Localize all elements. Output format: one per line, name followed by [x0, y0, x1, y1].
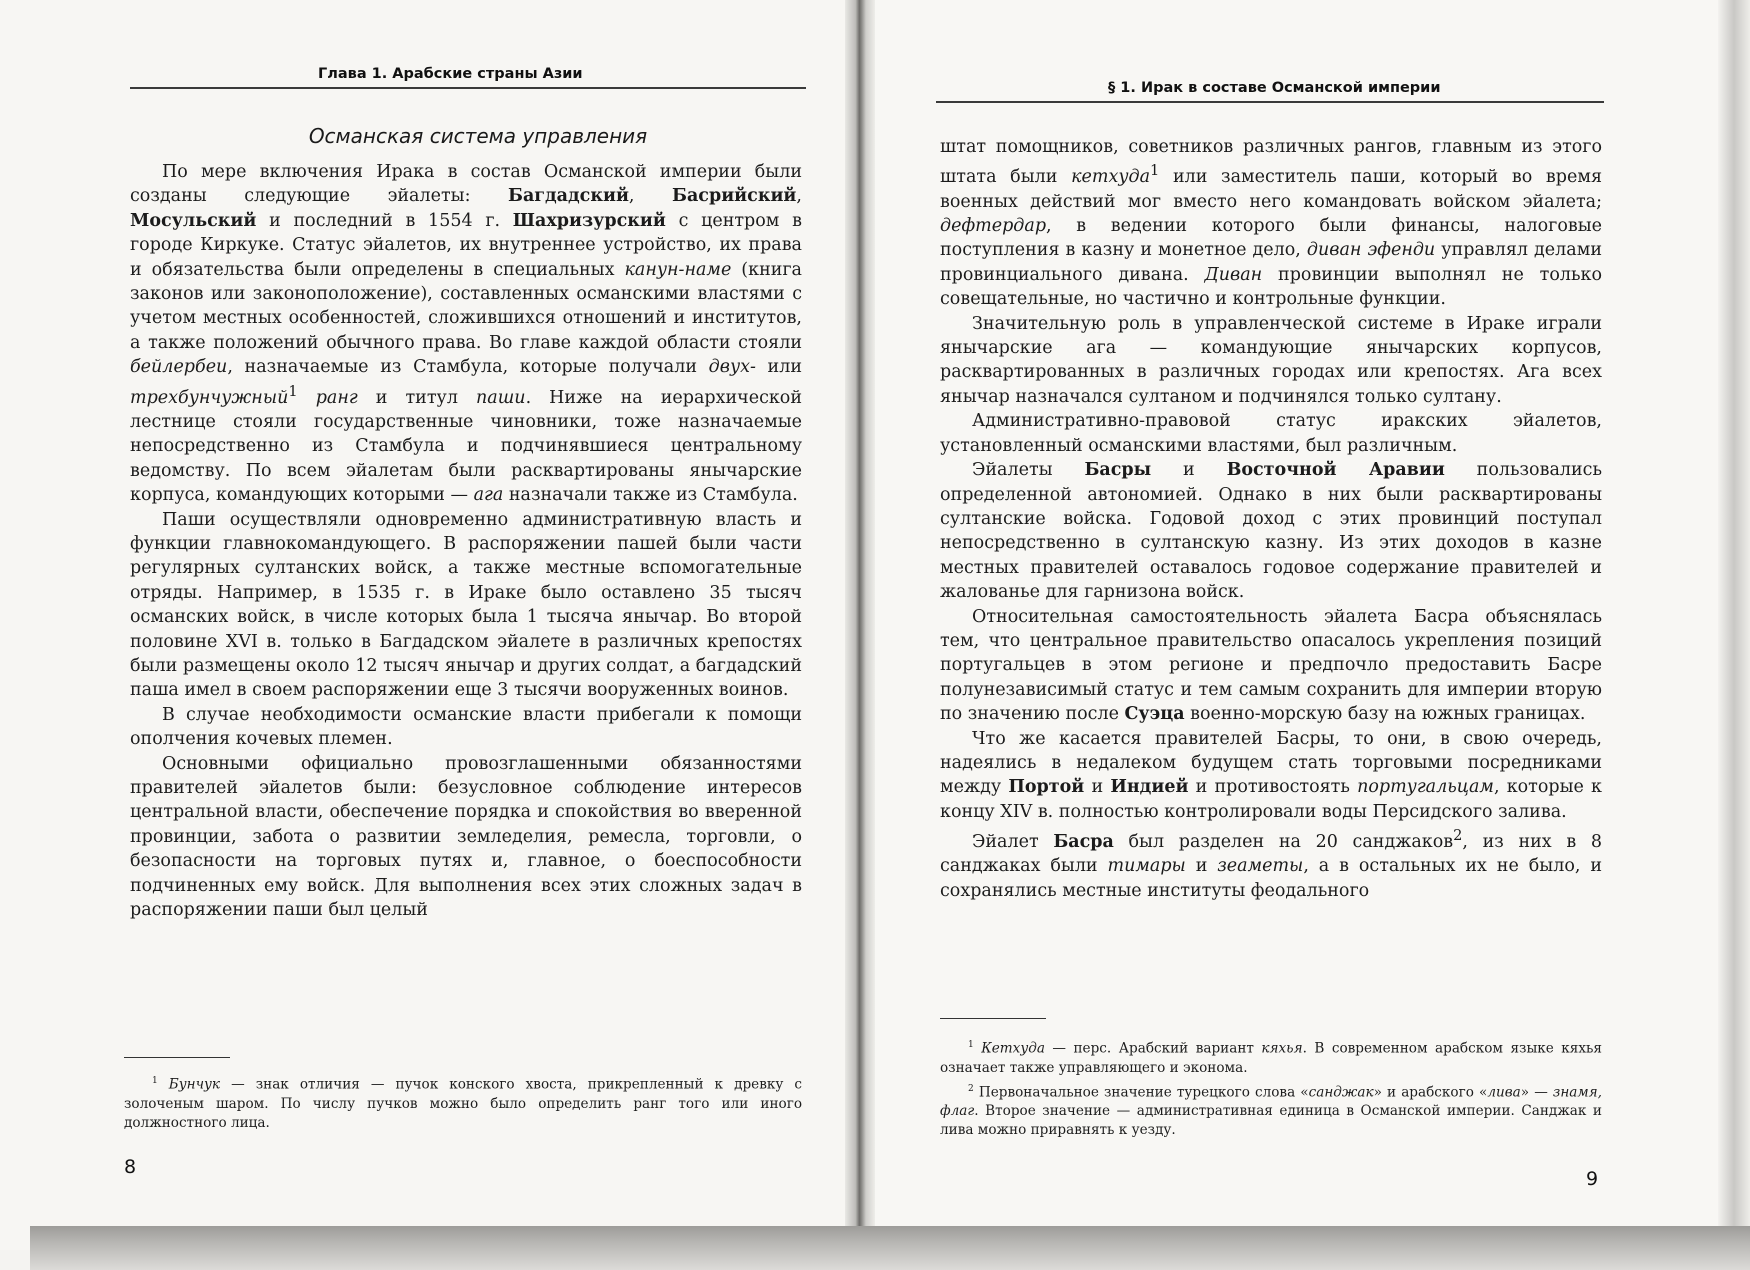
footnote-text: — перс. Арабский вариант: [1044, 1040, 1262, 1057]
left-page-number: 8: [124, 1156, 137, 1178]
footnote-term: знамя, флаг: [940, 1084, 1602, 1120]
footnote-text: » —: [1520, 1084, 1553, 1101]
right-body-text: [940, 135, 1602, 903]
left-footnotes: [124, 1072, 802, 1135]
right-running-head: § 1. Ирак в составе Османской империи: [1108, 80, 1441, 96]
paragraph: Что же касается правителей Басры, то они, в свою очередь, надеялись в недалеком будущем стать торговыми посредниками между Портой и Индией и противостоять португальцам, которые к концу XIV в. полностью контролировали воды Персидского залива.: [940, 728, 1602, 822]
scan-bottom-shadow: [30, 1226, 1750, 1270]
paragraph: Эйалет Басра был разделен на 20 санджаков$^2$, из них в 8 санджаках были тимары и зеаметы, а в остальных их не было, и сохранялись местные институты феодального: [940, 827, 1602, 901]
paragraph: По мере включения Ирака в состав Османской империи были созданы следующие эйалеты: Багдадский, Басрийский, Мосульский и последний в 1554 г. Шахризурский с центром в городе Киркуке. Статус эйалетов, их внутреннее устройство, их права и обязательства были определены в специальных канун-наме (книга законов или законоположение), составленных османскими властями с учетом местных особенностей, сложившихся отношений и институтов, а также положений обычного права. Во главе каждой области стояли бейлербеи, назначаемые из Стамбула, которые получали двух- или трехбунчужный$^1$ ранг и титул паши. Ниже на иерархической лестнице стояли государственные чиновники, тоже назначаемые непосредственно из Стамбула и подчинявшиеся центральному ведомству. По всем эйалетам были расквартированы янычарские корпуса, командующих которыми — ага назначали также из Стамбула.: [130, 162, 803, 506]
footnote-text: . Второе значение — административная единица в Османской империи. Санджак и лива можно приравнять к уезду.: [940, 1103, 1602, 1139]
footnote-term: Бунчук: [168, 1076, 221, 1093]
footnote-text: Первоначальное значение турецкого слова «: [978, 1084, 1309, 1101]
footnote-term: санджак: [1308, 1084, 1374, 1101]
footnote-term: кяхья: [1261, 1040, 1303, 1057]
left-footnote-rule: [124, 1057, 230, 1058]
footnote-text: . В современном арабском языке кяхья означает также управляющего и эконома.: [940, 1040, 1602, 1076]
paragraph: штат помощников, советников различных рангов, главным из этого штата были кетхуда$^1$ или заместитель паши, который во время военных действий мог вместо него командовать войском эйалета; дефтердар, в ведении которого были финансы, налоговые поступления в казну и монетное дело, диван эфенди управлял делами провинциального дивана. Диван провинции выполнял не только совещательные, но частично и контрольные функции.: [940, 137, 1602, 310]
section-title: Османская система управления: [308, 124, 648, 148]
right-footnote-rule: [940, 1018, 1046, 1019]
right-footnotes: [940, 1036, 1602, 1142]
footnote: [940, 1036, 1602, 1078]
footnote: [124, 1072, 802, 1133]
left-body-text: [130, 160, 802, 922]
footnote: [940, 1080, 1602, 1141]
page-edge: [1718, 0, 1750, 1270]
left-header-rule: [130, 87, 806, 89]
footnote-text: — знак отличия — пучок конского хвоста, прикрепленный к древку с золоченым шаром. По числу пучков можно было определить ранг того или иного должностного лица.: [124, 1076, 802, 1131]
right-page-number: 9: [1586, 1168, 1599, 1190]
footnote-marker: 1: [968, 1040, 974, 1050]
footnote-term: лива: [1487, 1084, 1521, 1101]
book-gutter: [845, 0, 875, 1250]
footnote-text: » и арабского «: [1373, 1084, 1488, 1101]
right-header-rule: [936, 101, 1604, 103]
footnote-term: Кетхуда: [981, 1040, 1045, 1057]
paragraph: Эйалеты Басры и Восточной Аравии пользовались определенной автономией. Однако в них были расквартированы султанские войска. Годовой доход с этих провинций поступал непосредственно в султанскую казну. Из этих доходов в казне местных правителей оставалось годовое содержание правителей и жалованье для гарнизона войск.: [940, 460, 1602, 603]
paragraph: Паши осуществляли одновременно административную власть и функции главнокомандующего. В распоряжении пашей были части регулярных султанских войск, а также местные вспомогательные отряды. Например, в 1535 г. в Ираке было оставлено 35 тысяч османских войск, в числе которых была 1 тысяча янычар. Во второй половине XVI в. только в Багдадском эйалете в различных крепостях были размещены около 12 тысяч янычар и других солдат, а багдадский паша имел в своем распоряжении еще 3 тысячи вооруженных воинов.: [130, 509, 802, 701]
paragraph: Относительная самостоятельность эйалета Басра объяснялась тем, что центральное правительство опасалось укрепления позиций португальцев в этом регионе и предпочло предоставить Басре полунезависимый статус и тем самым сохранить для империи вторую по значению после Суэца военно-морскую базу на южных границах.: [940, 606, 1602, 725]
footnote-marker: 2: [968, 1083, 974, 1094]
paragraph: В случае необходимости османские власти прибегали к помощи ополчения кочевых племен.: [130, 704, 802, 750]
paragraph: Основными официально провозглашенными обязанностями правителей эйалетов были: безусловное соблюдение интересов центральной власти, обеспечение порядка и спокойствия во вверенной провинции, забота о развитии земледелия, ремесла, торговли, о безопасности на торговых путях и, главное, о боеспособности подчиненных ему войск. Для выполнения всех этих сложных задач в распоряжении паши был целый: [130, 753, 802, 921]
paragraph: Административно-правовой статус иракских эйалетов, установленный османскими властями, был различным.: [940, 411, 1602, 456]
paragraph: Значительную роль в управленческой системе в Ираке играли янычарские ага — командующие янычарских корпусов, расквартированных в различных городах или крепостях. Ага всех янычар назначался султаном и подчинялся только султану.: [940, 313, 1602, 407]
left-running-head: Глава 1. Арабские страны Азии: [318, 66, 583, 82]
footnote-marker: 1: [152, 1076, 158, 1086]
